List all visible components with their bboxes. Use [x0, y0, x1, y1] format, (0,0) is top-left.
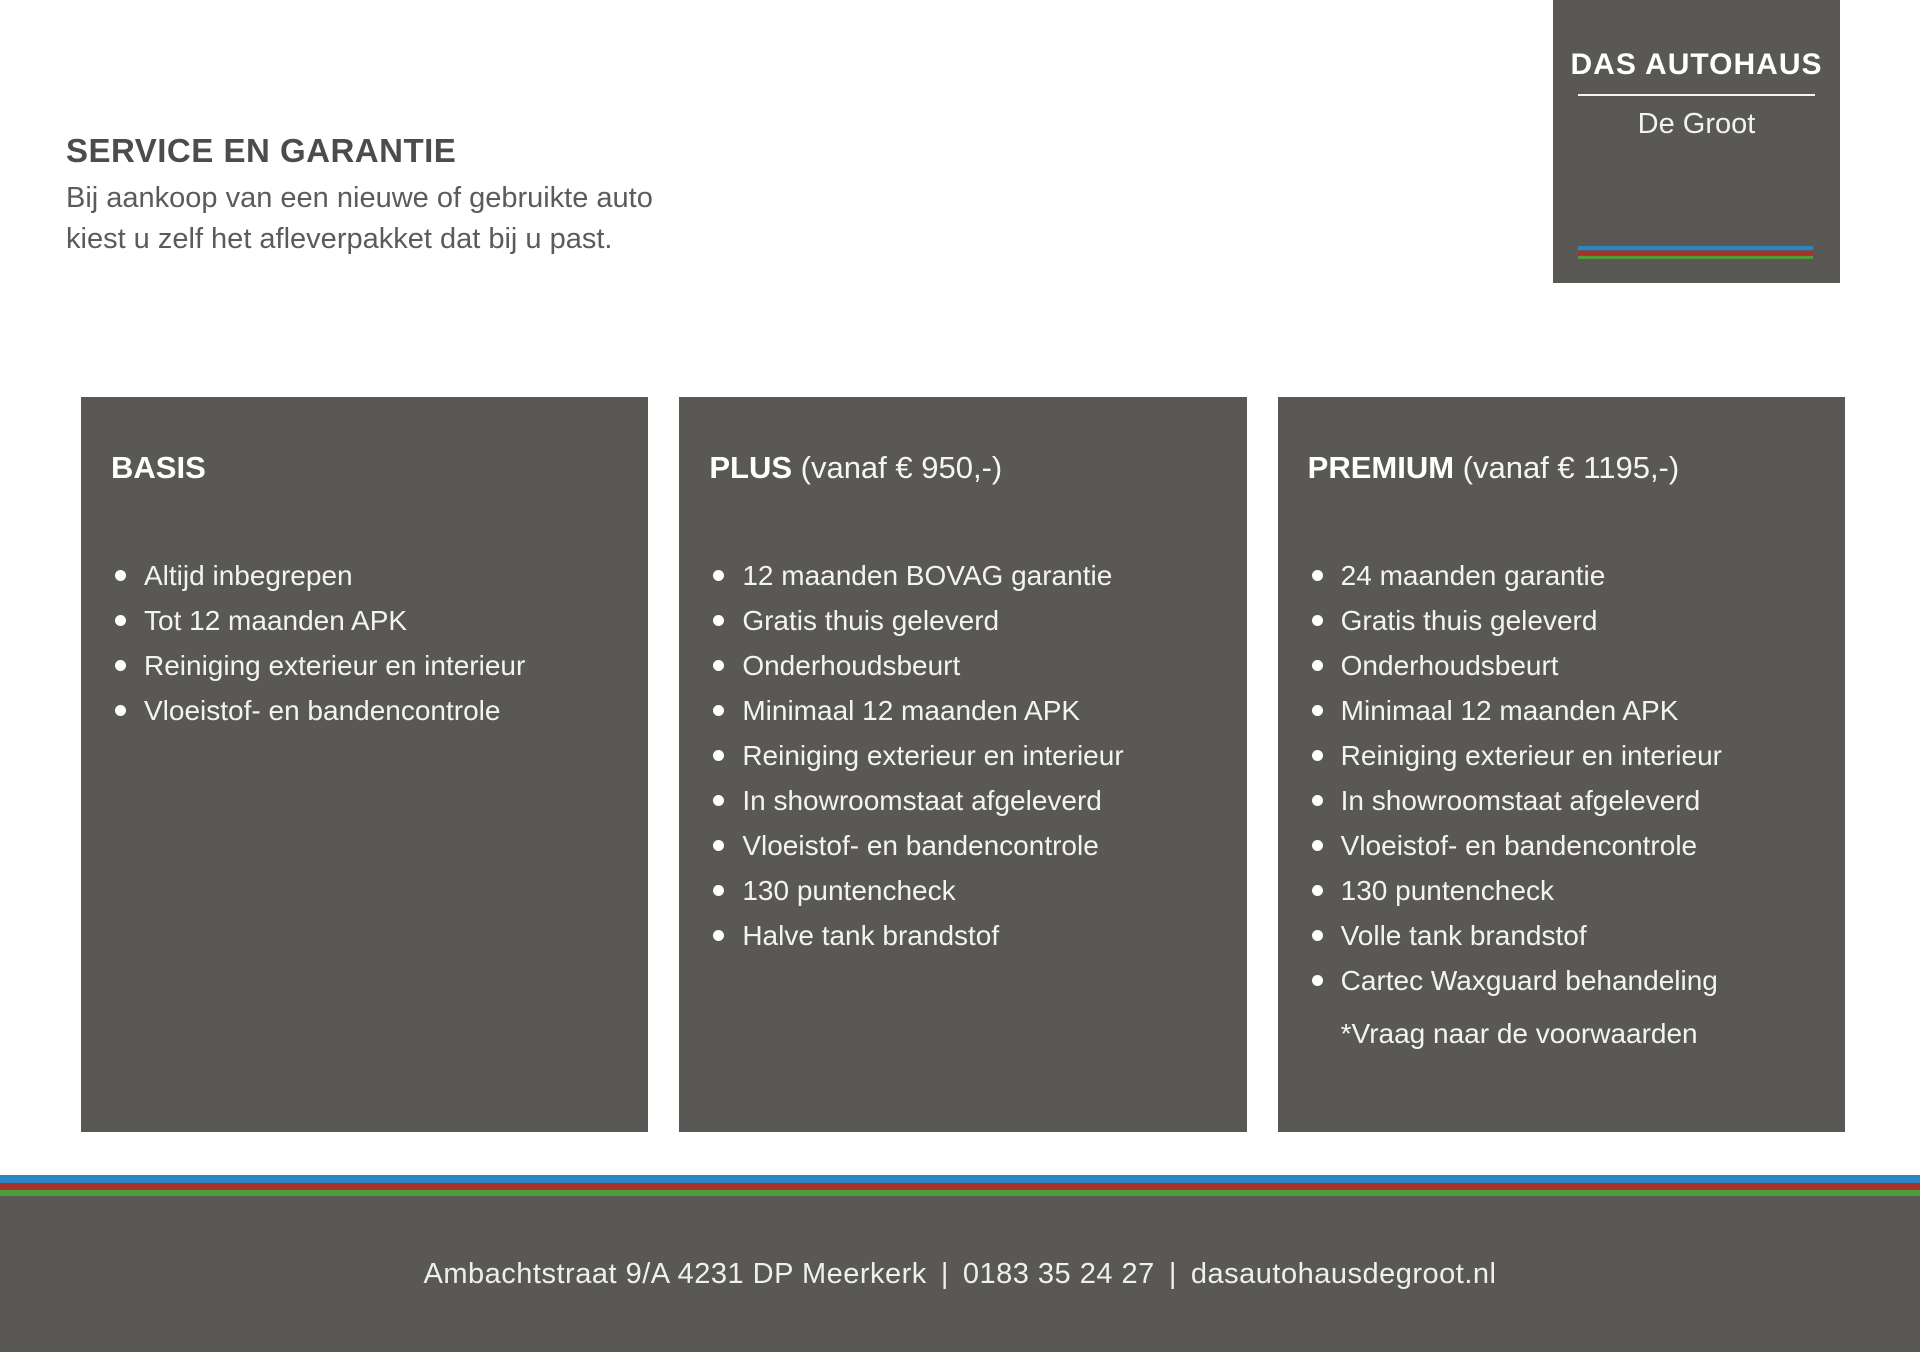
feature-item	[1308, 823, 1821, 868]
feature-item	[709, 553, 1222, 598]
feature-text: Reiniging exterieur en interieur	[144, 650, 526, 681]
bullet-icon	[115, 660, 126, 671]
package-name: BASIS	[111, 450, 206, 485]
feature-item	[709, 778, 1222, 823]
feature-item	[709, 823, 1222, 868]
package-title	[111, 449, 624, 487]
feature-text: 130 puntencheck	[742, 875, 956, 906]
package-card-plus	[679, 397, 1246, 1132]
page-subtitle-line2: kiest u zelf het afleverpakket dat bij u past.	[66, 223, 613, 255]
bullet-icon	[1312, 705, 1323, 716]
feature-text: Gratis thuis geleverd	[1340, 605, 1598, 636]
page-subtitle-line1: Bij aankoop van een nieuwe of gebruikte auto	[66, 182, 653, 214]
feature-item	[111, 688, 624, 733]
package-card-premium	[1278, 397, 1845, 1132]
page-subtitle	[66, 178, 653, 260]
bullet-icon	[115, 615, 126, 626]
footer-website: dasautohausdegroot.nl	[1190, 1257, 1497, 1290]
footer-phone: 0183 35 24 27	[962, 1257, 1155, 1290]
feature-item	[111, 553, 624, 598]
feature-item	[1308, 598, 1821, 643]
feature-text: Altijd inbegrepen	[144, 560, 353, 591]
package-card-basis	[81, 397, 648, 1132]
feature-item	[1308, 643, 1821, 688]
bullet-icon	[1312, 840, 1323, 851]
feature-item	[709, 913, 1222, 958]
feature-text: Onderhoudsbeurt	[742, 650, 961, 681]
footer-separator: |	[940, 1257, 949, 1290]
bullet-icon	[713, 615, 724, 626]
package-features-list	[1308, 553, 1821, 1003]
feature-item	[1308, 733, 1821, 778]
bullet-icon	[1312, 795, 1323, 806]
feature-item	[1308, 553, 1821, 598]
feature-text: Gratis thuis geleverd	[742, 605, 1000, 636]
bullet-icon	[1312, 570, 1323, 581]
logo-box	[1553, 0, 1840, 283]
package-features-list	[709, 553, 1222, 958]
page-title: SERVICE EN GARANTIE	[66, 132, 457, 169]
logo-brand: DAS AUTOHAUS	[1570, 48, 1823, 81]
feature-item	[1308, 913, 1821, 958]
logo-stripe-blue	[1578, 246, 1813, 250]
feature-text: Volle tank brandstof	[1340, 920, 1587, 951]
footer-separator: |	[1168, 1257, 1177, 1290]
logo-stripe-red	[1578, 252, 1813, 255]
bullet-icon	[713, 840, 724, 851]
bullet-icon	[713, 795, 724, 806]
bullet-icon	[115, 705, 126, 716]
feature-item	[709, 733, 1222, 778]
bullet-icon	[1312, 885, 1323, 896]
bullet-icon	[1312, 615, 1323, 626]
feature-text: Reiniging exterieur en interieur	[742, 740, 1124, 771]
header-block	[66, 132, 653, 260]
feature-text: Minimaal 12 maanden APK	[742, 695, 1081, 726]
feature-text: Tot 12 maanden APK	[144, 605, 408, 636]
package-features-list	[111, 553, 624, 733]
feature-item	[1308, 778, 1821, 823]
feature-text: Vloeistof- en bandencontrole	[742, 830, 1099, 861]
footer-bar	[0, 1196, 1920, 1352]
package-name: PLUS	[709, 450, 793, 485]
logo-stripe-green	[1578, 256, 1813, 259]
bullet-icon	[1312, 660, 1323, 671]
package-title	[1308, 449, 1821, 487]
feature-item	[111, 598, 624, 643]
package-price: (vanaf € 950,-)	[792, 450, 1003, 485]
feature-text: Cartec Waxguard behandeling	[1340, 965, 1718, 996]
bullet-icon	[713, 885, 724, 896]
footer-stripe-blue	[0, 1175, 1920, 1183]
bullet-icon	[713, 705, 724, 716]
feature-item	[709, 598, 1222, 643]
bullet-icon	[713, 930, 724, 941]
bullet-icon	[713, 660, 724, 671]
package-name: PREMIUM	[1307, 450, 1455, 485]
feature-item	[709, 688, 1222, 733]
bullet-icon	[713, 750, 724, 761]
feature-item	[709, 643, 1222, 688]
feature-item	[1308, 868, 1821, 913]
package-title	[709, 449, 1222, 487]
bullet-icon	[1312, 930, 1323, 941]
feature-text: Onderhoudsbeurt	[1340, 650, 1559, 681]
package-cards	[81, 397, 1845, 1132]
feature-text: 24 maanden garantie	[1340, 560, 1606, 591]
footer-stripe-red	[0, 1183, 1920, 1190]
feature-item	[111, 643, 624, 688]
logo-name: De Groot	[1637, 108, 1756, 140]
bullet-icon	[1312, 750, 1323, 761]
feature-text: Halve tank brandstof	[742, 920, 1000, 951]
feature-text: 12 maanden BOVAG garantie	[742, 560, 1113, 591]
package-price: (vanaf € 1195,-)	[1454, 450, 1680, 485]
feature-text: Vloeistof- en bandencontrole	[144, 695, 501, 726]
bullet-icon	[115, 570, 126, 581]
feature-item	[1308, 688, 1821, 733]
feature-text: 130 puntencheck	[1340, 875, 1554, 906]
feature-text: In showroomstaat afgeleverd	[742, 785, 1102, 816]
logo-stripes	[1578, 246, 1813, 259]
bullet-icon	[1312, 975, 1323, 986]
feature-item	[1308, 958, 1821, 1003]
footer-contact-line	[424, 1258, 1497, 1291]
feature-text: In showroomstaat afgeleverd	[1340, 785, 1701, 816]
feature-text: Reiniging exterieur en interieur	[1340, 740, 1722, 771]
package-note: *Vraag naar de voorwaarden	[1340, 1018, 1698, 1049]
logo-divider	[1578, 94, 1815, 96]
bullet-icon	[713, 570, 724, 581]
feature-text: Minimaal 12 maanden APK	[1340, 695, 1679, 726]
feature-text: Vloeistof- en bandencontrole	[1340, 830, 1698, 861]
feature-item	[709, 868, 1222, 913]
footer-address: Ambachtstraat 9/A 4231 DP Meerkerk	[423, 1257, 927, 1290]
